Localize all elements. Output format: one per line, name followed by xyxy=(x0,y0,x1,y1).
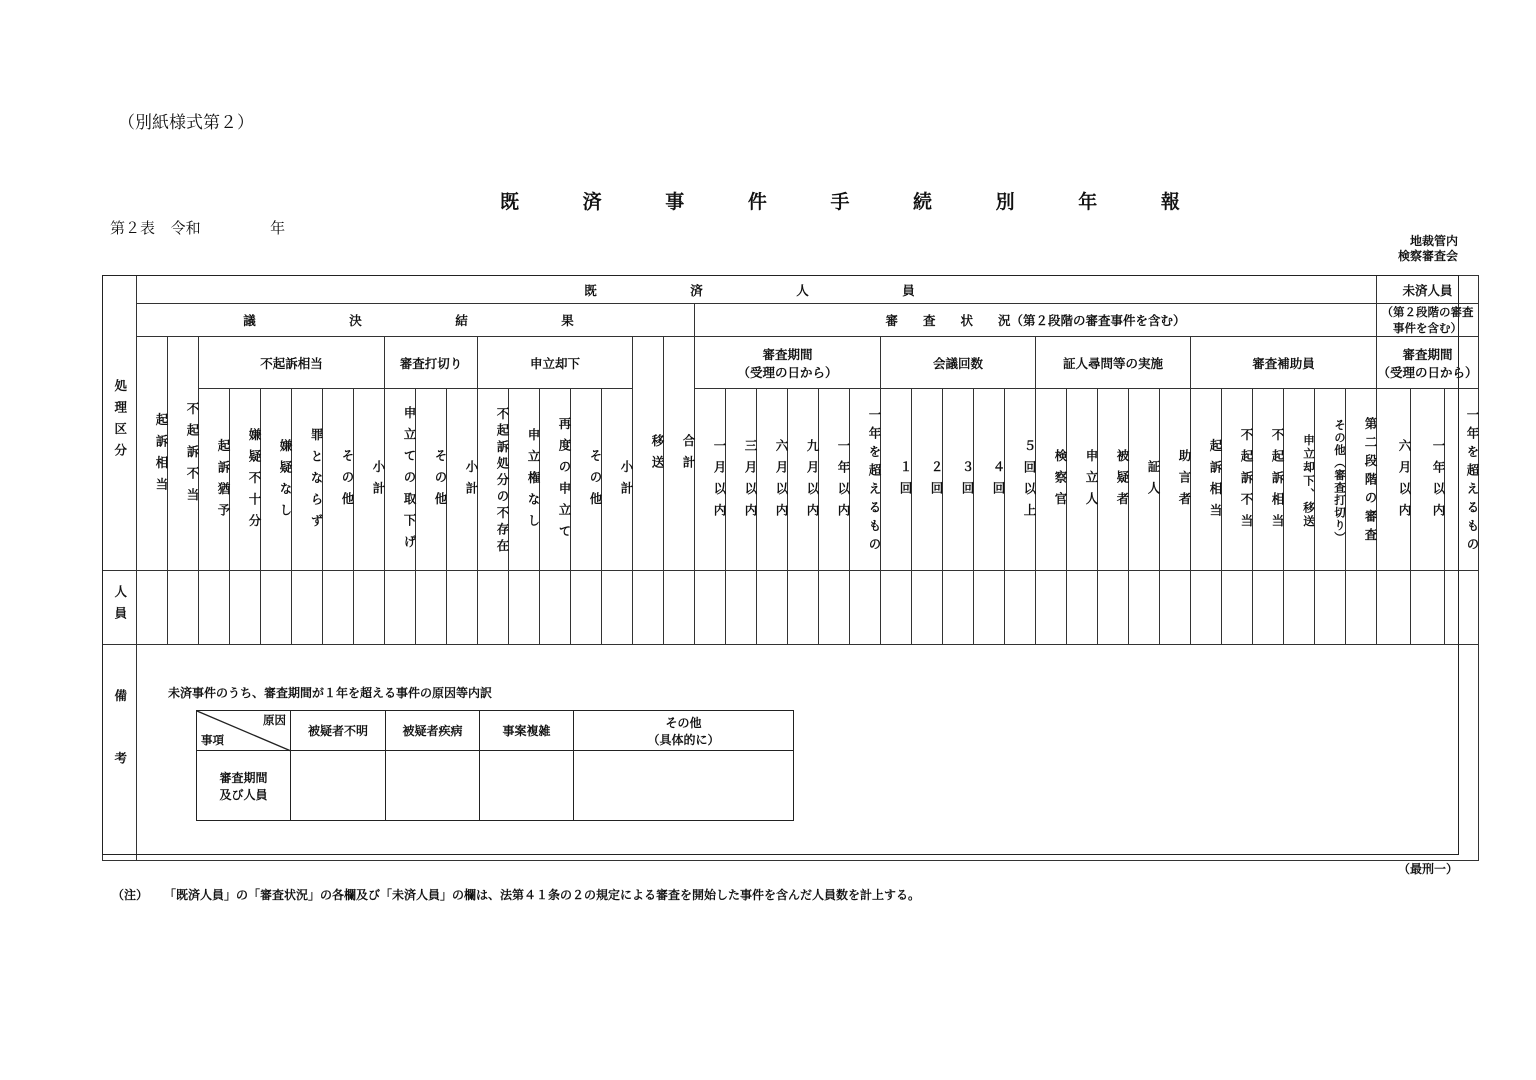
sub-col: 被疑者 xyxy=(1098,389,1129,571)
title-char: 手 xyxy=(830,191,850,213)
title-char: 別 xyxy=(995,191,1015,213)
corner-item-label: 事項 xyxy=(201,733,224,747)
sub-col: ２回 xyxy=(912,389,943,571)
sub-col: その他 xyxy=(571,389,602,571)
issuer-line1: 地裁管内 xyxy=(1409,234,1458,248)
corner-cell xyxy=(197,711,291,751)
review-status-header: 審 査 状 況（第２段階の審査事件を含む） xyxy=(695,304,1377,337)
sub-col: 九月以内 xyxy=(788,389,819,571)
year-label: 年 xyxy=(270,219,286,237)
sub-col: 小計 xyxy=(447,389,478,571)
sub-col: 申立却下、移送 xyxy=(1284,389,1315,571)
sub-col: 証人 xyxy=(1129,389,1160,571)
group-moshitate-kyakka: 申立却下 xyxy=(478,337,633,389)
sub-col: 小計 xyxy=(602,389,633,571)
footnote-tag: （注） xyxy=(112,888,149,902)
sub-col: 嫌疑なし xyxy=(261,389,292,571)
form-code: （最刑一） xyxy=(1398,862,1459,876)
sub-col: その他 xyxy=(323,389,354,571)
title-char: 報 xyxy=(1160,191,1180,213)
sub-col: ４回 xyxy=(974,389,1005,571)
sub-col: 不起訴処分の不存在 xyxy=(478,389,509,571)
report-title xyxy=(500,187,1180,214)
footnote xyxy=(112,886,920,903)
col-complex-case: 事案複雑 xyxy=(480,711,574,751)
review-period-label: 審査期間 xyxy=(762,346,813,362)
col-kiso-soto: 起訴相当 xyxy=(137,337,168,571)
sub-col: 第二段階の審査 xyxy=(1346,389,1377,571)
group-shonin: 証人尋問等の実施 xyxy=(1036,337,1191,389)
form-label: （別紙様式第２） xyxy=(118,113,254,133)
pending-persons-header: 未済人員 xyxy=(1377,276,1479,304)
row-label-line1: 審査期間 xyxy=(219,770,268,785)
title-char: 済 xyxy=(582,191,602,213)
col-other xyxy=(574,711,794,751)
row-label-line2: 及び人員 xyxy=(219,787,268,802)
data-cell[interactable] xyxy=(386,751,480,821)
group-shinsa-uchikiri: 審査打切り xyxy=(385,337,478,389)
title-char: 事 xyxy=(665,191,685,213)
corner-cause-label: 原因 xyxy=(263,713,286,727)
era-label: 令和 xyxy=(170,219,201,237)
col-gokei: 合計 xyxy=(664,337,695,571)
group-kaigi-kaisu: 会議回数 xyxy=(881,337,1036,389)
subtable-title: 未済事件のうち、審査期間が１年を超える事件の原因等内訳 xyxy=(168,686,493,700)
other-label: その他 xyxy=(665,715,702,730)
sub-col: 助言者 xyxy=(1160,389,1191,571)
sub-col: 罪とならず xyxy=(292,389,323,571)
pending-period-sub: （受理の日から） xyxy=(1377,364,1478,380)
title-char: 年 xyxy=(1078,191,1098,213)
sub-col: 起訴相当 xyxy=(1191,389,1222,571)
issuer-line2: 検察審査会 xyxy=(1397,249,1458,263)
sub-col: 六月以内 xyxy=(1377,389,1411,571)
data-cell[interactable] xyxy=(480,751,574,821)
sub-col: 六月以内 xyxy=(757,389,788,571)
issuer xyxy=(1398,234,1458,264)
resolved-persons-header: 既 済 人 員 xyxy=(137,276,1377,304)
sub-col: ３回 xyxy=(943,389,974,571)
sub-col: 申立ての取下げ xyxy=(385,389,416,571)
resolution-result-header: 議 決 結 果 xyxy=(137,304,695,337)
review-period-sub: （受理の日から） xyxy=(737,364,838,380)
group-fukiso-soto: 不起訴相当 xyxy=(199,337,385,389)
sub-col: 不起訴不当 xyxy=(1222,389,1253,571)
sub-col: 不起訴相当 xyxy=(1253,389,1284,571)
sub-col: １回 xyxy=(881,389,912,571)
sub-col: 一年以内 xyxy=(1411,389,1445,571)
footnote-text: 「既済人員」の「審査状況」の各欄及び「未済人員」の欄は、法第４１条の２の規定による審査を開始した事件を含んだ人員数を計上する。 xyxy=(164,888,921,902)
col-suspect-illness: 被疑者疾病 xyxy=(386,711,480,751)
remarks-row-label: 備考 xyxy=(103,645,137,861)
col-unknown-suspect: 被疑者不明 xyxy=(291,711,386,751)
persons-row-label: 人員 xyxy=(103,571,137,645)
sub-col: その他 xyxy=(416,389,447,571)
sub-col: 小計 xyxy=(354,389,385,571)
col-fukiso-futo: 不起訴不当 xyxy=(168,337,199,571)
data-cell[interactable] xyxy=(291,751,386,821)
other-sub-label: （具体的に） xyxy=(647,732,720,747)
sub-col: 三月以内 xyxy=(726,389,757,571)
sub-col: 一年以内 xyxy=(819,389,850,571)
table-number-line xyxy=(110,217,285,238)
data-cell[interactable] xyxy=(574,751,794,821)
sub-col: 一月以内 xyxy=(695,389,726,571)
title-char: 続 xyxy=(913,191,933,213)
sub-col: その他（審査打切り） xyxy=(1315,389,1346,571)
processing-category-header: 処理区分 xyxy=(103,276,137,571)
sub-col: 検察官 xyxy=(1036,389,1067,571)
group-hojoin: 審査補助員 xyxy=(1191,337,1377,389)
title-char: 件 xyxy=(747,191,767,213)
sub-col: 申立権なし xyxy=(509,389,540,571)
sub-col: ５回以上 xyxy=(1005,389,1036,571)
table-number: 第２表 xyxy=(110,219,156,237)
sub-col: 一年を超えるもの xyxy=(850,389,881,571)
cause-breakdown-table xyxy=(196,710,794,821)
col-iso: 移送 xyxy=(633,337,664,571)
sub-col: 嫌疑不十分 xyxy=(230,389,261,571)
pending-period-label: 審査期間 xyxy=(1402,346,1453,362)
sub-col: 申立人 xyxy=(1067,389,1098,571)
sub-col: 起訴猶予 xyxy=(199,389,230,571)
title-char: 既 xyxy=(500,191,520,213)
pending-note: （第２段階の審査事件を含む） xyxy=(1377,304,1479,337)
sub-col: 再度の申立て xyxy=(540,389,571,571)
row-label-period-persons xyxy=(197,751,291,821)
sub-col: 一年を超えるもの xyxy=(1445,389,1479,571)
